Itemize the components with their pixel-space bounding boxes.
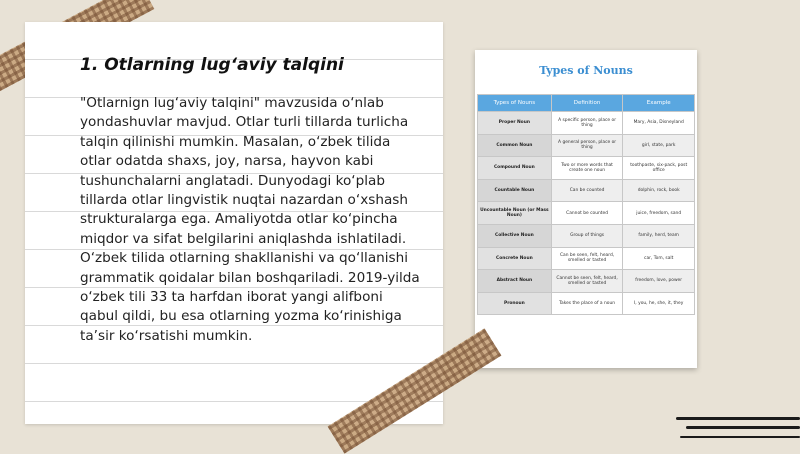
nouns-table-image xyxy=(475,50,697,368)
example-cell: I, you, he, she, it, they xyxy=(623,292,695,315)
definition-cell: Group of things xyxy=(551,224,623,247)
table-row xyxy=(478,112,695,135)
noun-type-cell: Compound Noun xyxy=(478,157,552,180)
definition-cell: Takes the place of a noun xyxy=(551,292,623,315)
table-row xyxy=(478,292,695,315)
definition-cell: A specific person, place or thing xyxy=(551,112,623,135)
table-row xyxy=(478,179,695,202)
noun-type-cell: Proper Noun xyxy=(478,112,552,135)
table-row xyxy=(478,202,695,225)
definition-cell: Cannot be seen, felt, heard, smelled or tasted xyxy=(551,270,623,293)
noun-type-cell: Countable Noun xyxy=(478,179,552,202)
example-cell: family, herd, team xyxy=(623,224,695,247)
noun-type-cell: Uncountable Noun (or Mass Noun) xyxy=(478,202,552,225)
definition-cell: Can be counted xyxy=(551,179,623,202)
decorative-stroke xyxy=(686,426,800,429)
example-cell: freedom, love, power xyxy=(623,270,695,293)
example-cell: girl, state, park xyxy=(623,134,695,157)
noun-type-cell: Common Noun xyxy=(478,134,552,157)
example-cell: toothpaste, six-pack, post office xyxy=(623,157,695,180)
table-row xyxy=(478,247,695,270)
table-row xyxy=(478,224,695,247)
table-row xyxy=(478,157,695,180)
decorative-stroke xyxy=(676,417,800,420)
definition-cell: Can be seen, felt, heard, smelled or tasted xyxy=(551,247,623,270)
slide-body-text: "Otlarnign lug‘aviy talqini" mavzusida o‘nlab yondashuvlar mavjud. Otlar turli tillarda turlicha talqin qilinishi mumkin. Masalan, o‘zbek tilida otlar odatda shaxs, joy, narsa, hayvon kabi tushunchalarni anglatadi. Dunyodagi ko‘plab tillarda otlar lingvistik nuqtai nazardan o‘xshash strukturalarga ega. Amaliyotda otlar ko‘pincha miqdor va sifat belgilarini aniqlashda ishlatiladi. O‘zbek tilida otlarning shakllanishi va qo‘llanishi grammatik qoidalar bilan boshqariladi. 2019-yilda o‘zbek tili 33 ta harfdan iborat yangi alifboni qabul qildi, bu esa otlarning yozma ko‘rinishiga ta’sir ko‘rsatishi mumkin. xyxy=(80,95,420,344)
figure-title: Types of Nouns xyxy=(539,64,633,77)
table-header-row xyxy=(478,95,695,112)
example-cell: dolphin, rock, book xyxy=(623,179,695,202)
noun-type-cell: Collective Noun xyxy=(478,224,552,247)
example-cell: juice, freedom, sand xyxy=(623,202,695,225)
table-row xyxy=(478,270,695,293)
definition-cell: Two or more words that create one noun xyxy=(551,157,623,180)
definition-cell: A general person, place or thing xyxy=(551,134,623,157)
example-cell: Mary, Asia, Disneyland xyxy=(623,112,695,135)
definition-cell: Cannot be counted xyxy=(551,202,623,225)
noun-type-cell: Concrete Noun xyxy=(478,247,552,270)
noun-type-cell: Abstract Noun xyxy=(478,270,552,293)
slide-title: 1. Otlarning lug‘aviy talqini xyxy=(80,55,344,75)
nouns-table xyxy=(477,94,695,315)
decorative-stroke xyxy=(680,436,800,438)
table-row xyxy=(478,134,695,157)
header-cell-example: Example xyxy=(623,95,695,112)
header-cell-type: Types of Nouns xyxy=(478,95,552,112)
header-cell-definition: Definition xyxy=(551,95,623,112)
example-cell: car, Tom, salt xyxy=(623,247,695,270)
noun-type-cell: Pronoun xyxy=(478,292,552,315)
